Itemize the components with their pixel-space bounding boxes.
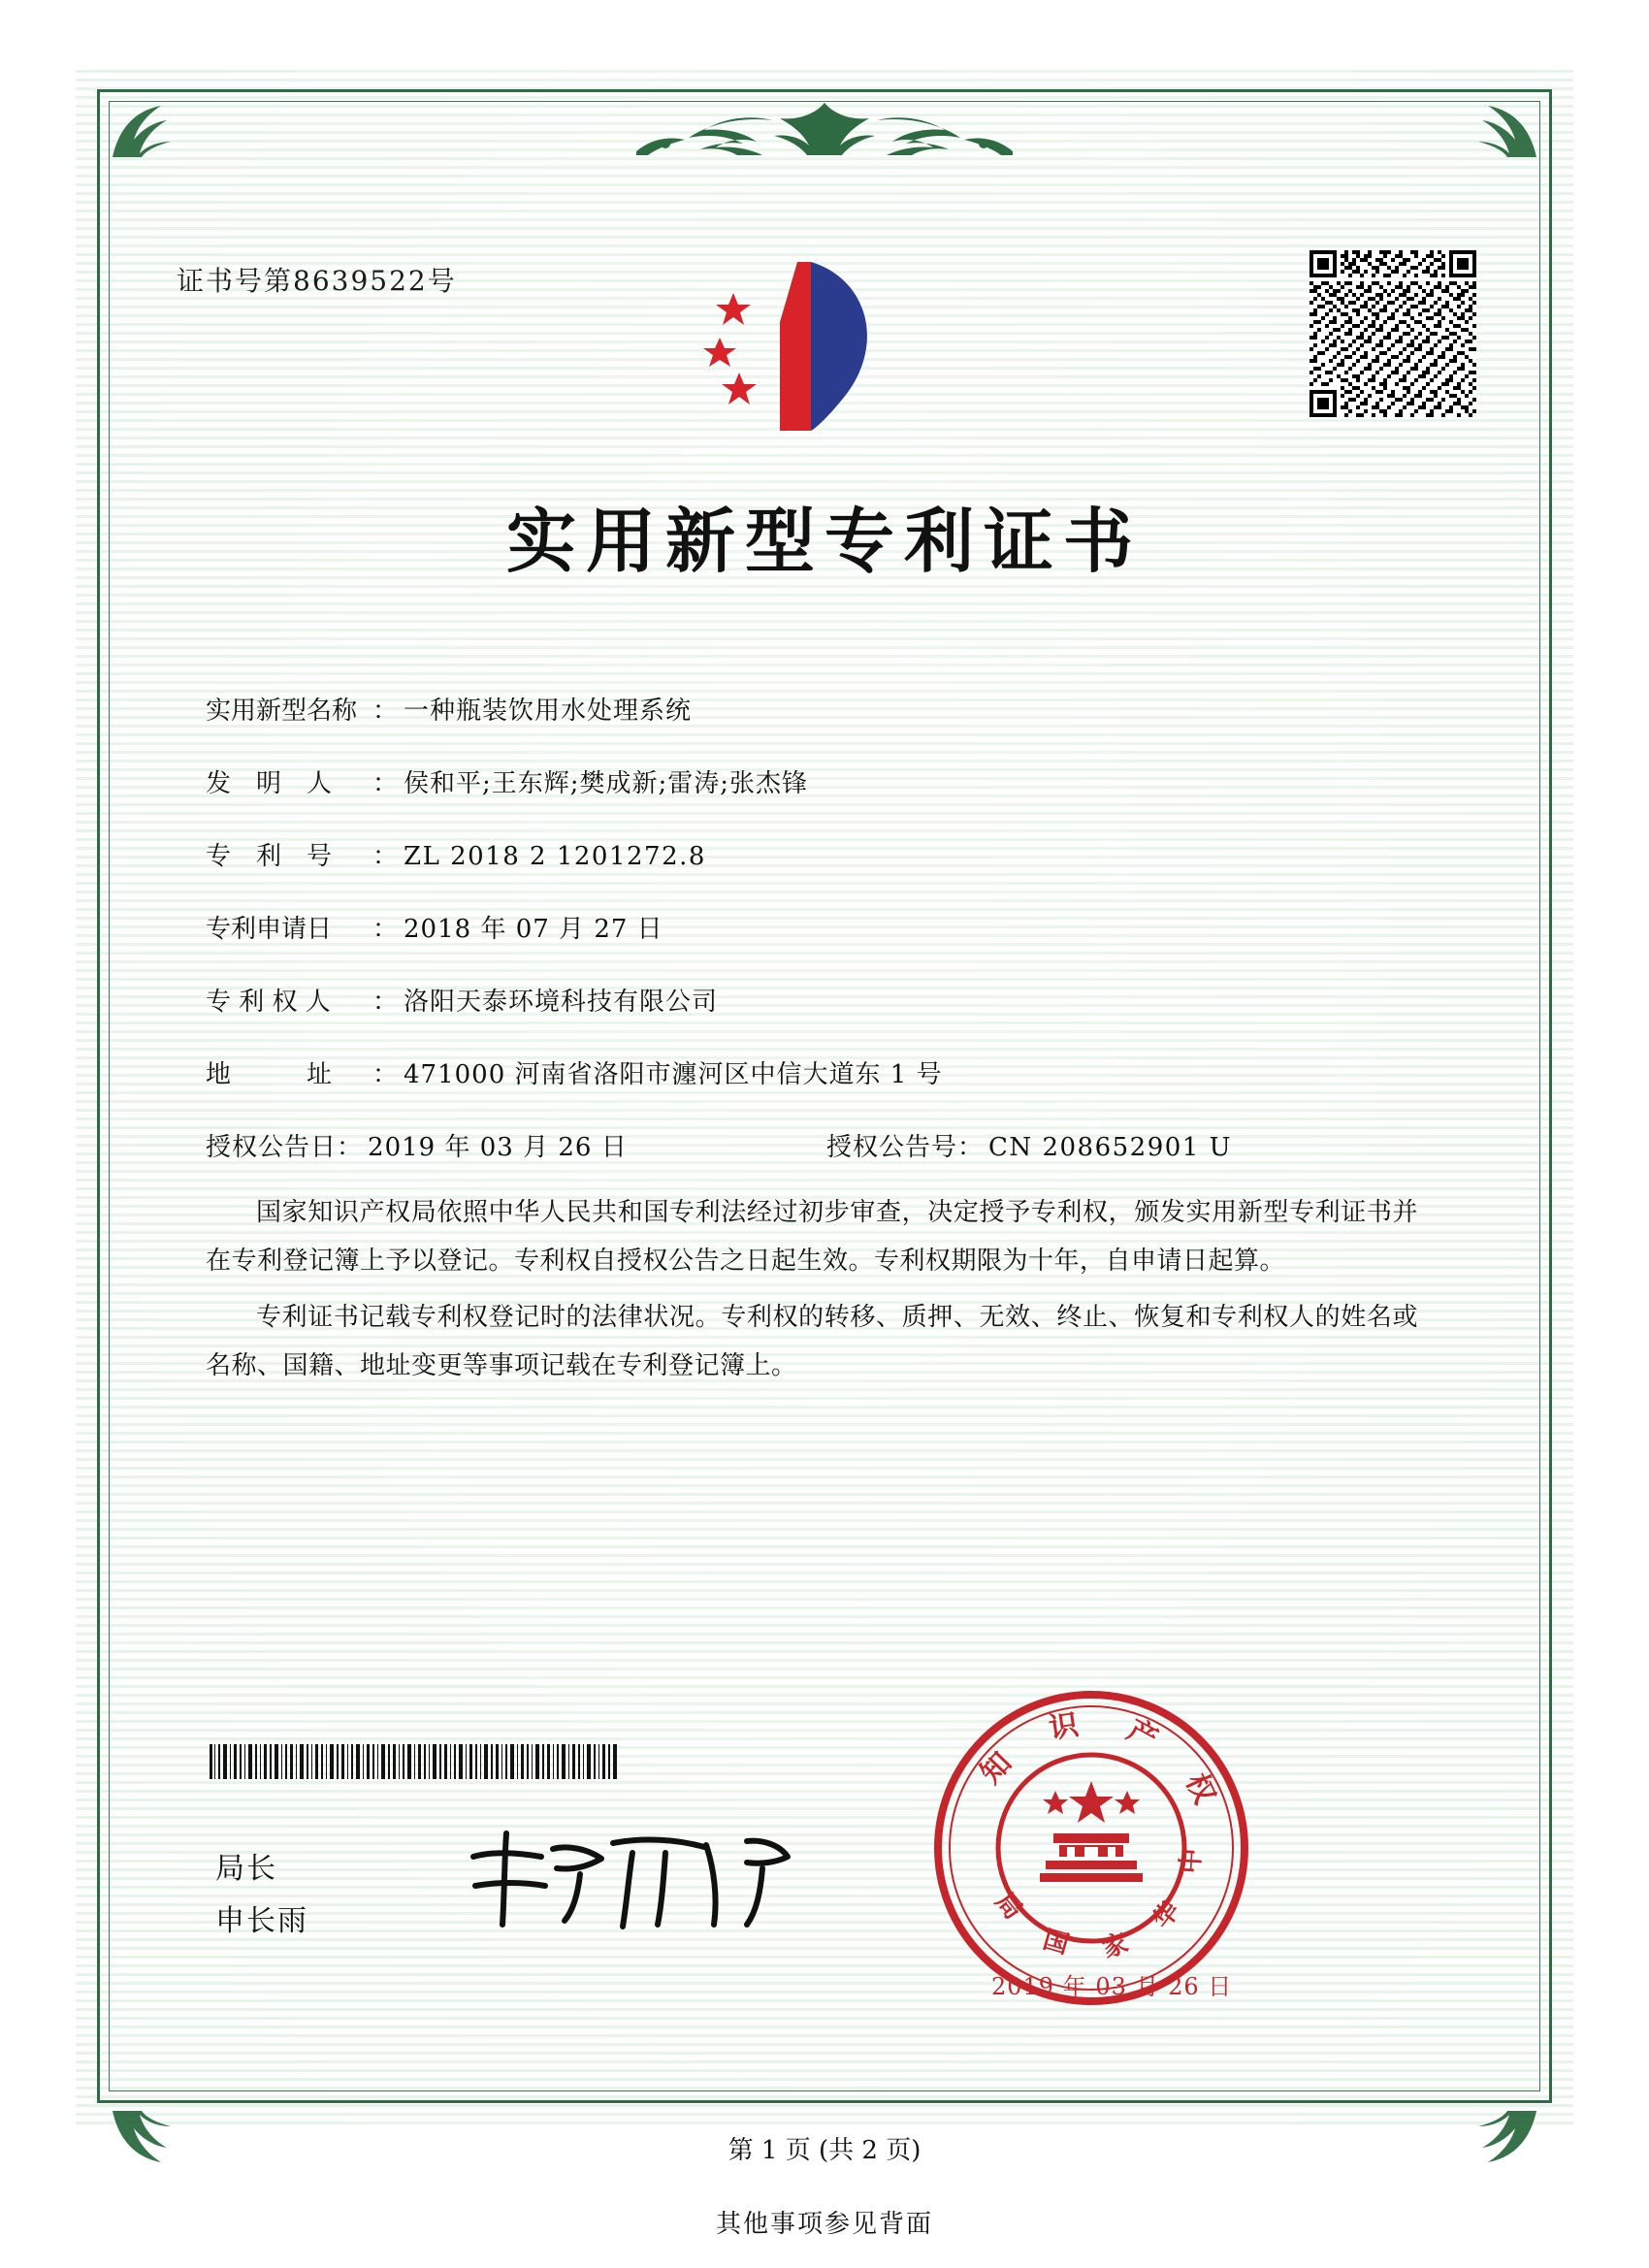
page-number: 第 1 页 (共 2 页) [728, 2136, 922, 2165]
field-value: 471000 河南省洛阳市瀍河区中信大道东 1 号 [404, 1060, 943, 1089]
handwritten-signature [456, 1824, 805, 1940]
grant-date-label: 授权公告日 [206, 1133, 338, 1162]
field-colon: ： [372, 769, 399, 798]
certificate-number: 证书号第8639522号 [177, 265, 457, 297]
svg-text:知 识 产 权: 知 识 产 权 [974, 1705, 1229, 1826]
field-colon: ： [372, 1060, 399, 1089]
grant-number-group [826, 1127, 1232, 1163]
corner-ornament-icon [1459, 101, 1540, 161]
qr-code [1310, 250, 1476, 417]
top-scroll-ornament-icon [543, 101, 1106, 157]
svg-text:局 国 家 华 中: 局 国 家 华 中 [988, 1831, 1208, 1965]
field-row-patentee [206, 982, 1457, 1018]
legal-text [206, 1188, 1418, 1390]
field-label: 地 址 [206, 1060, 333, 1089]
field-label: 专 利 号 [206, 842, 333, 871]
cnipa-logo-icon [696, 254, 910, 438]
field-row-application-date [206, 909, 1457, 945]
grant-date-value: 2019 年 03 月 26 日 [368, 1133, 628, 1162]
field-value: 2018 年 07 月 27 日 [404, 915, 663, 944]
field-value: 洛阳天泰环境科技有限公司 [404, 988, 719, 1017]
grant-number-colon: ： [957, 1133, 984, 1162]
field-value: 侯和平;王东辉;樊成新;雷涛;张杰锋 [404, 769, 809, 798]
field-colon: ： [372, 697, 399, 726]
field-colon: ： [372, 842, 399, 871]
signer-block [215, 1843, 308, 1948]
grant-number-value: CN 208652901 U [988, 1133, 1232, 1162]
field-row-address [206, 1054, 1457, 1090]
certificate-fields [206, 691, 1457, 1398]
field-value: ZL 2018 2 1201272.8 [404, 842, 706, 871]
field-label: 专利申请日 [206, 915, 333, 944]
field-label: 实用新型名称 [206, 697, 358, 726]
field-label: 专 利 权 人 [206, 988, 331, 1017]
official-seal [931, 1688, 1251, 2008]
legal-paragraph-1: 国家知识产权局依照中华人民共和国专利法经过初步审查，决定授予专利权，颁发实用新型专利证书并在专利登记簿上予以登记。专利权自授权公告之日起生效。专利权期限为十年，自申请日起算。 [206, 1198, 1418, 1276]
grant-date-colon: ： [337, 1133, 363, 1162]
seal-date: 2019 年 03 月 26 日 [991, 1973, 1233, 2000]
field-row-utility-model-name [206, 691, 1457, 727]
footer-note: 其他事项参见背面 [715, 2210, 933, 2239]
field-row-grant [206, 1127, 1457, 1163]
signer-name: 申长雨 [215, 1904, 308, 1938]
signer-title: 局长 [215, 1852, 277, 1886]
corner-ornament-icon [109, 101, 190, 161]
field-value: 一种瓶装饮用水处理系统 [404, 697, 693, 726]
barcode [210, 1744, 617, 1779]
page-title: 实用新型专利证书 [505, 500, 1143, 582]
field-row-patent-number [206, 836, 1457, 872]
grant-date-group [206, 1127, 826, 1163]
field-row-inventors [206, 763, 1457, 799]
legal-paragraph-2: 专利证书记载专利权登记时的法律状况。专利权的转移、质押、无效、终止、恢复和专利权人的姓名或名称、国籍、地址变更等事项记载在专利登记簿上。 [206, 1303, 1418, 1380]
grant-number-label: 授权公告号 [826, 1133, 958, 1162]
field-colon: ： [372, 988, 399, 1017]
field-colon: ： [372, 915, 399, 944]
field-label: 发 明 人 [206, 769, 333, 798]
